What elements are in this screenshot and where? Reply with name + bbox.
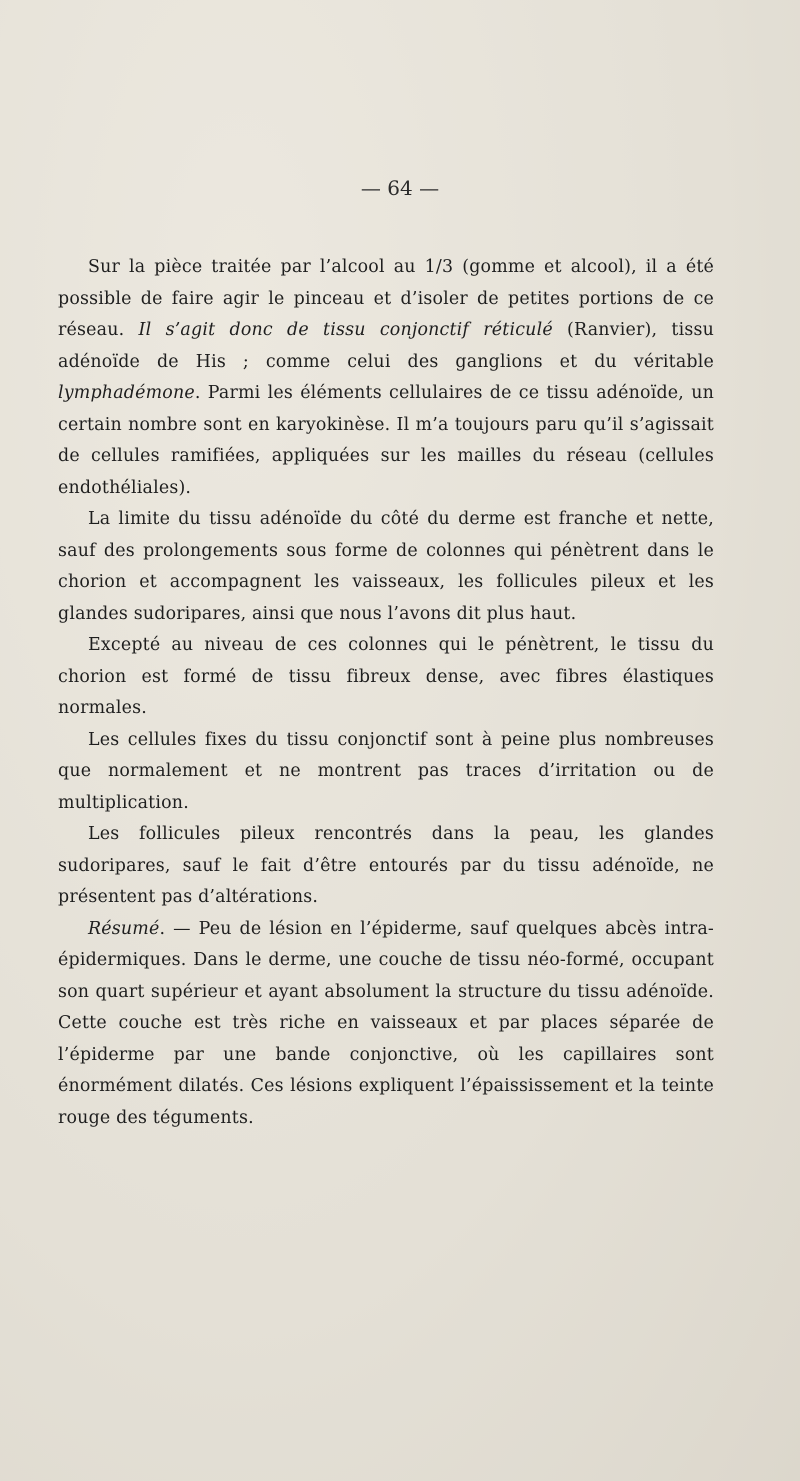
text-segment: Excepté au niveau de ces colonnes qui le pénètrent, le tissu du chorion est formé de tissu fibreux dense, avec fibres élastiques normales. — [58, 635, 714, 718]
text-segment: Sur la pièce traitée par l’alcool au 1/3 (gomme et alcool), il a été possible de faire agir le pinceau et d’isoler de petites portions de ce réseau. — [58, 257, 714, 340]
italic-text-segment: Il s’agit donc de tissu conjonctif réticulé — [138, 320, 553, 340]
paragraph — [58, 504, 714, 630]
text-segment: Les follicules pileux rencontrés dans la peau, les glandes sudoripares, sauf le fait d’être entourés par du tissu adénoïde, ne présentent pas d’altérations. — [58, 824, 714, 907]
text-segment: Les cellules fixes du tissu conjonctif sont à peine plus nombreuses que normalement et ne montrent pas traces d’irritation ou de multiplication. — [58, 729, 714, 813]
page-number: — 64 — — [360, 176, 440, 200]
text-segment: La limite du tissu adénoïde du côté du derme est franche et nette, sauf des prolongements sous forme de colonnes qui pénètrent dans le chorion et accompagnent les vaisseaux, les follicules pileux et les glandes sudoripares, ainsi que nous l’avons dit plus haut. — [58, 509, 714, 624]
italic-text-segment: Résumé — [88, 918, 160, 939]
italic-text-segment: lymphadémone — [58, 383, 195, 403]
paragraph — [58, 630, 714, 725]
text-segment: (Ranvier), tissu adénoïde de His ; comme celui des ganglions et du véritable — [58, 320, 714, 372]
text-segment: . — Peu de lésion en l’épiderme, sauf quelques abcès intra-épidermiques. Dans le derme, une couche de tissu néo-formé, occupant son quart supérieur et ayant absolument la structure du tissu adénoïde. Cette couche est très riche en vaisseaux et par places séparée de l’épiderme par une bande conjonctive, où les capillaires sont énormément dilatés. Ces lésions expliquent l’épaississement et la teinte rouge des téguments. — [58, 918, 714, 1128]
paragraph — [58, 725, 714, 820]
body-text — [58, 252, 714, 1134]
paragraph — [58, 819, 714, 914]
text-segment: . Parmi les éléments cellulaires de ce tissu adénoïde, un certain nombre sont en karyokinèse. Il m’a toujours paru qu’il s’agissait de cellules ramifiées, appliquées sur les mailles du réseau (cellules endothéliales). — [58, 383, 714, 498]
paragraph — [58, 914, 714, 1135]
paragraph — [58, 252, 714, 504]
